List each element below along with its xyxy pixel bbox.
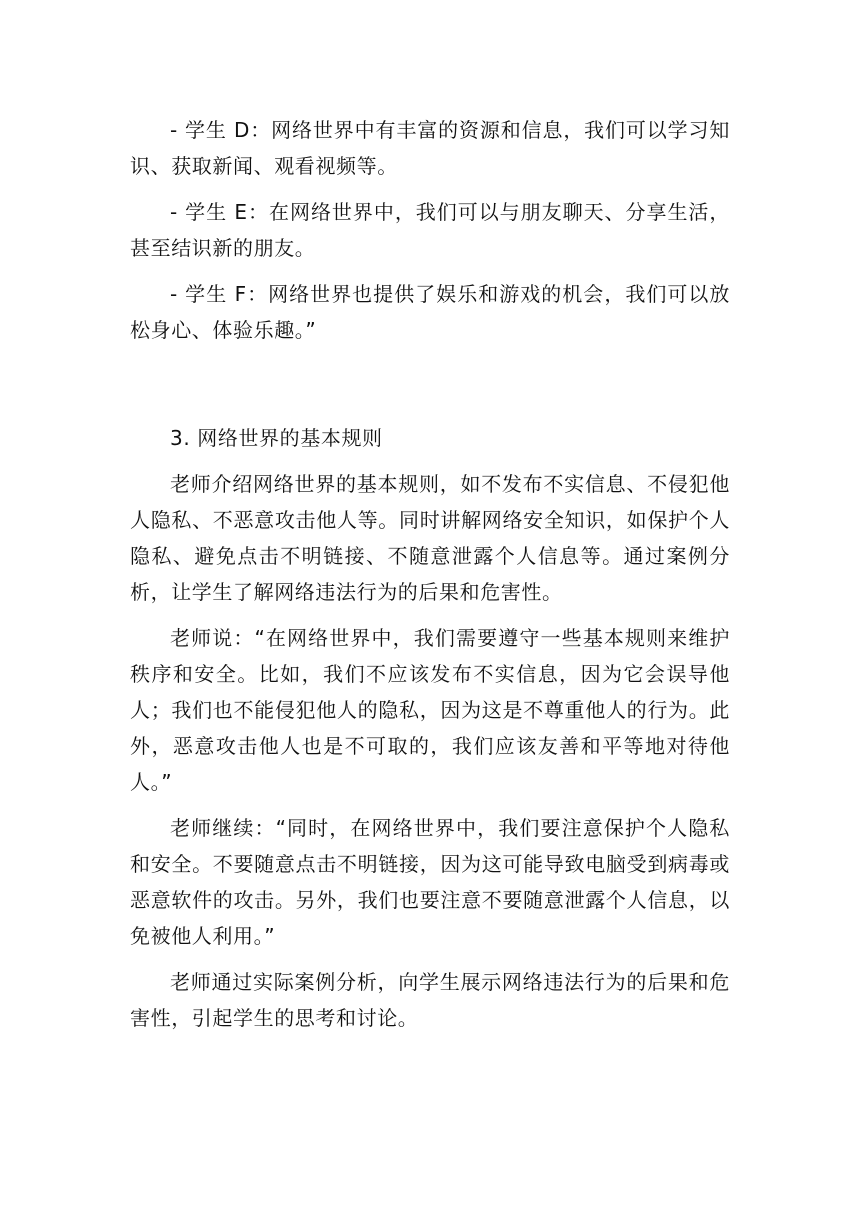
student-f-paragraph: - 学生 F：网络世界也提供了娱乐和游戏的机会，我们可以放松身心、体验乐趣。” (130, 282, 730, 342)
section-spacer (130, 348, 730, 420)
document-body (130, 112, 730, 1036)
teacher-says-paragraph: 老师说：“在网络世界中，我们需要遵守一些基本规则来维护秩序和安全。比如，我们不应该发布不实信息，因为它会误导他人；我们也不能侵犯他人的隐私，因为这是不尊重他人的行为。此外，恶意攻击他人也是不可取的，我们应该友善和平等地对待他人。” (130, 626, 730, 794)
section-heading: 3. 网络世界的基本规则 (170, 426, 383, 450)
rules-intro-paragraph: 老师介绍网络世界的基本规则，如不发布不实信息、不侵犯他人隐私、不恶意攻击他人等。同时讲解网络安全知识，如保护个人隐私、避免点击不明链接、不随意泄露个人信息等。通过案例分析，让学生了解网络违法行为的后果和危害性。 (130, 472, 730, 604)
teacher-continues-paragraph: 老师继续：“同时，在网络世界中，我们要注意保护个人隐私和安全。不要随意点击不明链接，因为这可能导致电脑受到病毒或恶意软件的攻击。另外，我们也要注意不要随意泄露个人信息，以免被他人利用。” (130, 816, 730, 948)
case-analysis-paragraph: 老师通过实际案例分析，向学生展示网络违法行为的后果和危害性，引起学生的思考和讨论。 (130, 970, 730, 1030)
student-d-paragraph: - 学生 D：网络世界中有丰富的资源和信息，我们可以学习知识、获取新闻、观看视频等。 (130, 118, 730, 178)
student-e-paragraph: - 学生 E：在网络世界中，我们可以与朋友聊天、分享生活，甚至结识新的朋友。 (130, 200, 730, 260)
